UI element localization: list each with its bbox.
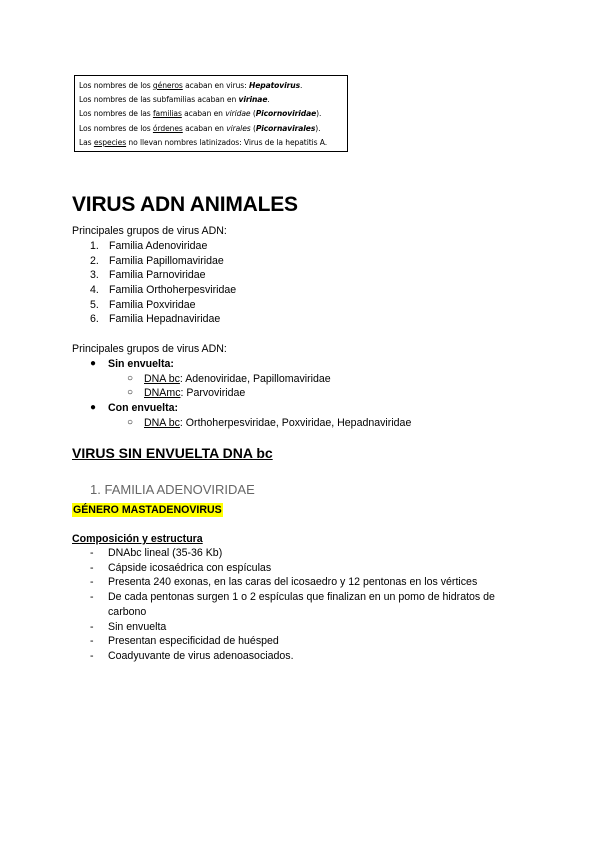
list-item: - DNAbc lineal (35-36 Kb) — [90, 547, 223, 559]
section-title: VIRUS SIN ENVUELTA DNA bc — [72, 445, 273, 461]
list-item: 3. Familia Parnoviridae — [90, 269, 206, 282]
family-heading: 1. FAMILIA ADENOVIRIDAE — [90, 482, 255, 497]
envelope-group-list — [72, 357, 411, 430]
list-item: ○ DNAmc: Parvoviridae — [127, 387, 246, 400]
list-item: - Coadyuvante de virus adenoasociados. — [90, 649, 294, 662]
rule-line-families: Los nombres de las familias acaban en viridae (Picornoviridae). — [79, 109, 322, 119]
page-title: VIRUS ADN ANIMALES — [72, 193, 298, 216]
bullet-icon: ● — [90, 358, 97, 369]
circle-bullet-icon: ○ — [127, 387, 134, 399]
list-item: 5. Familia Poxviridae — [90, 298, 196, 311]
group-con-envuelta: ● Con envuelta: — [90, 402, 179, 415]
list-item: - Presentan especificidad de huésped — [90, 635, 279, 648]
list-item: 1. Familia Adenoviridae — [90, 240, 208, 252]
naming-rules-box — [74, 75, 348, 152]
list-item: - Cápside icosaédrica con espículas — [90, 561, 272, 574]
intro-text-1: Principales grupos de virus ADN: — [72, 225, 227, 237]
bullet-icon: ● — [90, 402, 97, 414]
list-item: 2. Familia Papillomaviridae — [90, 254, 224, 267]
list-item: - De cada pentonas surgen 1 o 2 espículas que finalizan en un pomo de hidratos de carbono — [90, 591, 495, 618]
list-item: - Sin envuelta — [90, 620, 167, 633]
family-list — [72, 239, 236, 327]
circle-bullet-icon: ○ — [127, 372, 134, 384]
list-item: ○ DNA bc: Orthoherpesviridae, Poxviridae, Hepadnaviridae — [127, 416, 412, 429]
rule-line-species: Las especies no llevan nombres latinizados: Virus de la hepatitis A. — [79, 137, 328, 147]
list-item: 6. Familia Hepadnaviridae — [90, 313, 221, 326]
rule-line-subfamilies: Los nombres de las subfamilias acaban en virinae. — [79, 95, 270, 105]
intro-text-2: Principales grupos de virus ADN: — [72, 343, 227, 355]
genus-highlight: GÉNERO MASTADENOVIRUS — [73, 504, 222, 516]
list-item: 4. Familia Orthoherpesviridae — [90, 284, 237, 297]
group-sin-envuelta: ● Sin envuelta: — [90, 358, 174, 370]
subheading: Composición y estructura — [72, 533, 203, 545]
circle-bullet-icon: ○ — [127, 416, 134, 428]
rule-line-genera: Los nombres de los géneros acaban en virus: Hepatovirus. — [79, 81, 303, 90]
list-item: - Presenta 240 exonas, en las caras del icosaedro y 12 pentonas en los vértices — [90, 576, 478, 589]
list-item: ○ DNA bc: Adenoviridae, Papillomaviridae — [127, 372, 331, 385]
properties-list — [72, 546, 532, 664]
rule-line-orders: Los nombres de los órdenes acaban en virales (Picornavirales). — [79, 123, 321, 133]
